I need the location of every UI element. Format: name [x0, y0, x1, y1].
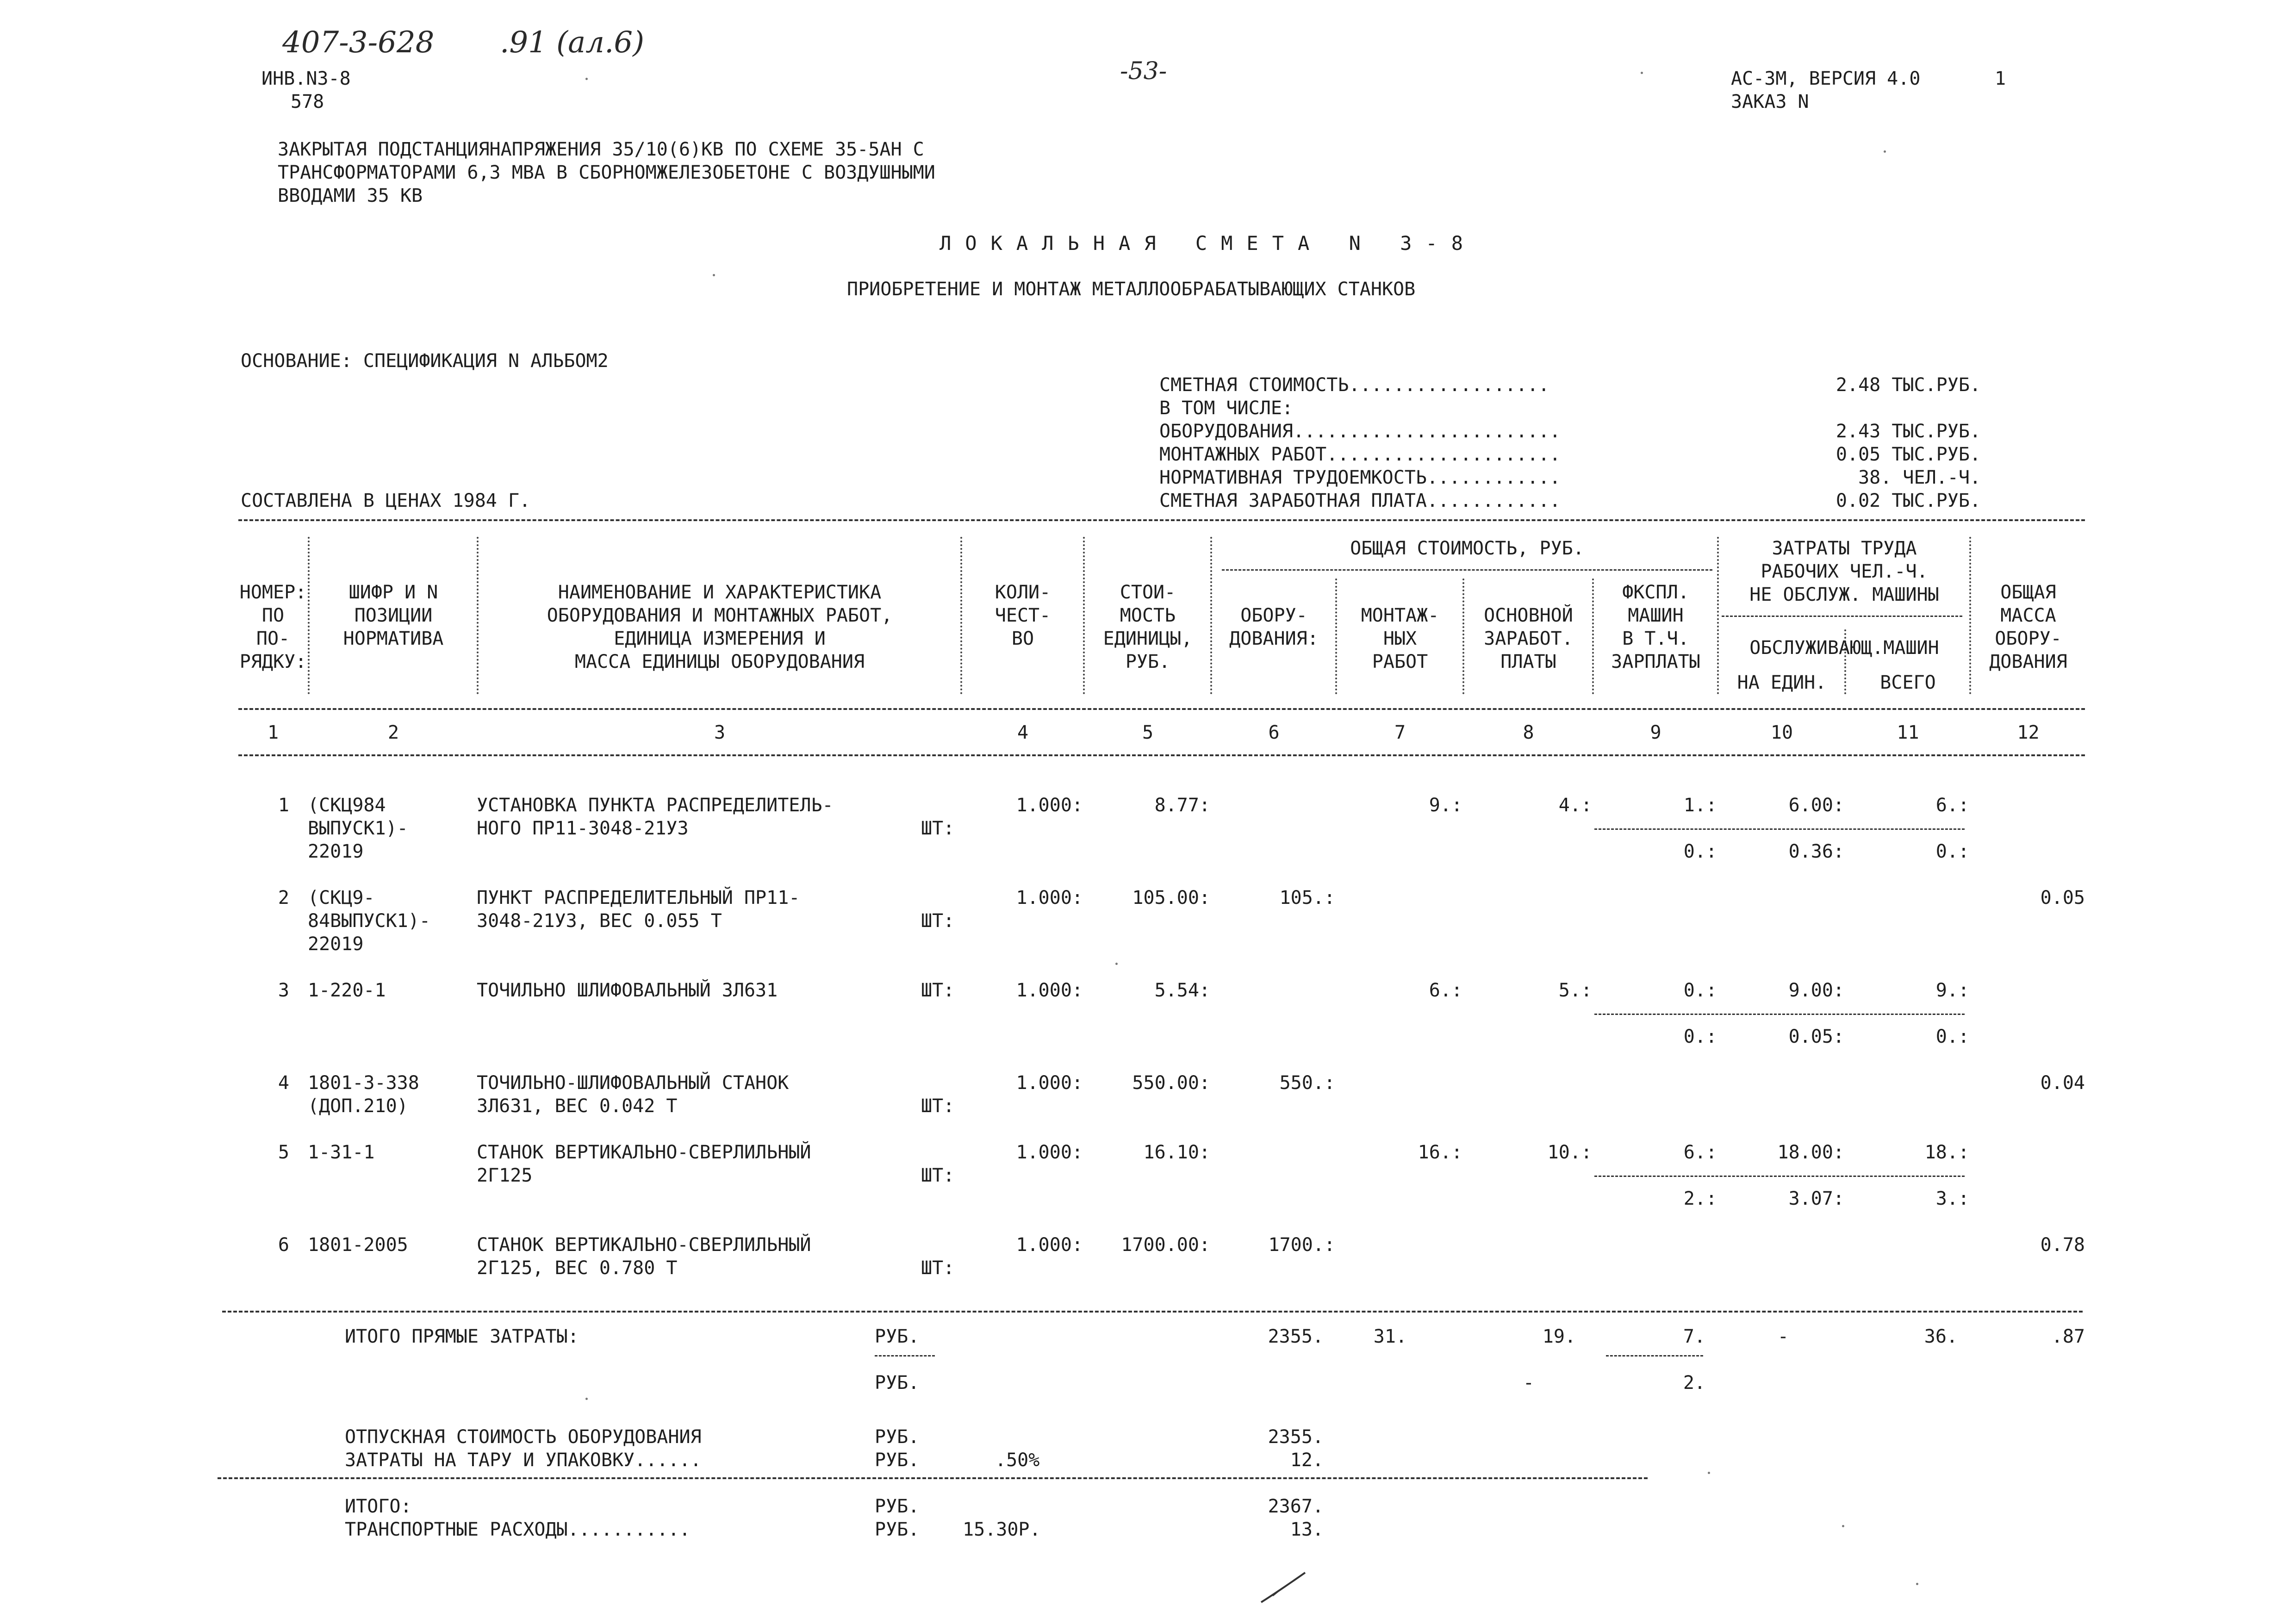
document-subtitle: ПРИОБРЕТЕНИЕ И МОНТАЖ МЕТАЛЛООБРАБАТЫВАЮЩИХ СТАНКОВ — [847, 279, 1416, 300]
row-labor-total: 18.: — [1924, 1142, 1969, 1163]
row-name: СТАНОК ВЕРТИКАЛЬНО-СВЕРЛИЛЬНЫЙ — [477, 1234, 811, 1256]
row-labor-per-unit: 18.00: — [1777, 1142, 1844, 1163]
row-labor-total: 9.: — [1935, 980, 1969, 1001]
column-number: 11 — [1897, 722, 1919, 743]
transport-label: ТРАНСПОРТНЫЕ РАСХОДЫ........... — [345, 1519, 691, 1540]
direct-installation: 31. — [1373, 1326, 1407, 1347]
summary-label: ОБОРУДОВАНИЯ........................ — [1159, 421, 1561, 442]
column-separator — [1462, 579, 1464, 694]
row-equipment: 105.: — [1279, 887, 1335, 908]
basis-text: ОСНОВАНИЕ: СПЕЦИФИКАЦИЯ N АЛЬБОМ2 — [241, 350, 609, 372]
subtotal-label: ИТОГО: — [345, 1496, 412, 1517]
packaging-rate: .50% — [995, 1450, 1040, 1471]
header-code: ШИФР И N ПОЗИЦИИ НОРМАТИВА — [343, 582, 444, 649]
column-number: 1 — [267, 722, 279, 743]
row-number: 3 — [278, 980, 289, 1001]
row-machines-wage: 2.: — [1683, 1188, 1717, 1209]
header-total: ВСЕГО — [1880, 672, 1936, 693]
row-unit: ШТ: — [921, 910, 955, 932]
row-name: НОГО ПР11-3048-21У3 — [477, 818, 689, 839]
row-code: 22019 — [308, 841, 364, 862]
scan-speck — [1708, 1472, 1710, 1474]
header-quantity: КОЛИ- ЧЕСТ- ВО — [995, 582, 1051, 649]
release-cost-label: ОТПУСКНАЯ СТОИМОСТЬ ОБОРУДОВАНИЯ — [345, 1426, 702, 1448]
direct-wages: 19. — [1542, 1326, 1576, 1347]
column-separator — [1717, 537, 1719, 694]
row-name: 3048-21У3, ВЕС 0.055 Т — [477, 910, 722, 932]
header-labor-group: ЗАТРАТЫ ТРУДА РАБОЧИХ ЧЕЛ.-Ч. — [1761, 538, 1928, 582]
header-per-unit: НА ЕДИН. — [1737, 672, 1827, 693]
row-machine-labor-per-unit: 0.36: — [1788, 841, 1844, 862]
row-wages: 5.: — [1558, 980, 1592, 1001]
column-number: 5 — [1142, 722, 1154, 743]
row-code: 1801-2005 — [308, 1234, 408, 1256]
row-number: 2 — [278, 887, 289, 908]
row-code: (ДОП.210) — [308, 1095, 408, 1117]
direct-wages-2: - — [1523, 1372, 1534, 1394]
packaging-unit: РУБ. — [875, 1450, 920, 1471]
subtotal-unit: РУБ. — [875, 1496, 920, 1517]
row-machine-labor-total: 0.: — [1935, 1026, 1969, 1047]
row-number: 5 — [278, 1142, 289, 1163]
row-code: 84ВЫПУСК1)- — [308, 910, 430, 932]
release-cost-value: 2355. — [1268, 1426, 1324, 1448]
scan-speck — [1884, 150, 1886, 153]
summary-label: СМЕТНАЯ ЗАРАБОТНАЯ ПЛАТА............ — [1159, 490, 1561, 511]
summary-label: МОНТАЖНЫХ РАБОТ..................... — [1159, 444, 1561, 465]
row-unit-price: 5.54: — [1154, 980, 1210, 1001]
column-number: 10 — [1770, 722, 1793, 743]
project-line-2: ТРАНСФОРМАТОРАМИ 6,3 МВА В СБОРНОМЖЕЛЕЗОБЕТОНЕ С ВОЗДУШНЫМИ — [278, 162, 935, 183]
summary-label: СМЕТНАЯ СТОИМОСТЬ.................. — [1159, 374, 1549, 396]
row-name: ТОЧИЛЬНО-ШЛИФОВАЛЬНЫЙ СТАНОК — [477, 1072, 789, 1094]
row-code: 1-220-1 — [308, 980, 386, 1001]
row-quantity: 1.000: — [1016, 1072, 1083, 1094]
pen-stroke-mark — [1259, 1569, 1310, 1606]
row-unit: ШТ: — [921, 980, 955, 1001]
header-bottom-rule — [238, 708, 2085, 710]
row-machine-labor-per-unit: 0.05: — [1788, 1026, 1844, 1047]
transport-rate: 15.30Р. — [963, 1519, 1041, 1540]
scan-speck — [1916, 1583, 1918, 1585]
row-name: 2Г125 — [477, 1165, 533, 1186]
row-wages: 4.: — [1558, 795, 1592, 816]
summary-label: НОРМАТИВНАЯ ТРУДОЕМКОСТЬ............ — [1159, 467, 1561, 488]
summary-value: 38. ЧЕЛ.-Ч. — [1858, 467, 1981, 488]
prices-year: СОСТАВЛЕНА В ЦЕНАХ 1984 Г. — [241, 490, 531, 511]
row-unit-price: 16.10: — [1143, 1142, 1210, 1163]
row-mass: 0.04 — [2040, 1072, 2085, 1094]
row-machine-labor-total: 0.: — [1935, 841, 1969, 862]
column-number: 8 — [1523, 722, 1534, 743]
column-separator — [1083, 537, 1085, 694]
packaging-value: 12. — [1290, 1450, 1324, 1471]
row-code: (СКЦ9- — [308, 887, 375, 908]
row-name: 3Л631, ВЕС 0.042 Т — [477, 1095, 678, 1117]
row-labor-per-unit: 6.00: — [1788, 795, 1844, 816]
inventory-number: 578 — [291, 91, 324, 112]
row-code: ВЫПУСК1)- — [308, 818, 408, 839]
column-separator — [1592, 579, 1594, 694]
column-number: 7 — [1394, 722, 1406, 743]
column-number: 9 — [1650, 722, 1661, 743]
column-number: 6 — [1268, 722, 1280, 743]
column-separator — [308, 537, 310, 694]
handwritten-sheet: .91 (ал.6) — [500, 25, 645, 60]
row-unit: ШТ: — [921, 818, 955, 839]
row-equipment: 550.: — [1279, 1072, 1335, 1094]
column-number: 2 — [387, 722, 399, 743]
direct-machines-wage: 2. — [1683, 1372, 1705, 1394]
row-machine-labor-total: 3.: — [1935, 1188, 1969, 1209]
column-number: 12 — [2017, 722, 2040, 743]
row-name: СТАНОК ВЕРТИКАЛЬНО-СВЕРЛИЛЬНЫЙ — [477, 1142, 811, 1163]
header-equipment: ОБОРУ- ДОВАНИЯ: — [1229, 605, 1319, 649]
column-number: 4 — [1017, 722, 1029, 743]
summary-value: 0.05 ТЫС.РУБ. — [1836, 444, 1981, 465]
row-mass: 0.78 — [2040, 1234, 2085, 1256]
summary-label: В ТОМ ЧИСЛЕ: — [1159, 398, 1293, 419]
row-quantity: 1.000: — [1016, 887, 1083, 908]
total-group-rule — [1222, 569, 1712, 571]
release-cost-unit: РУБ. — [875, 1426, 920, 1448]
row-installation: 9.: — [1429, 795, 1462, 816]
packaging-label: ЗАТРАТЫ НА ТАРУ И УПАКОВКУ...... — [345, 1450, 702, 1471]
summary-value: 0.02 ТЫС.РУБ. — [1836, 490, 1981, 511]
row-code: 1801-3-338 — [308, 1072, 419, 1094]
header-row-number: НОМЕР: ПО ПО- РЯДКУ: — [239, 582, 307, 672]
inventory-label: ИНВ.N3-8 — [261, 68, 351, 89]
page-number: -53- — [1120, 57, 1167, 85]
scan-speck — [1115, 963, 1118, 965]
order-label: ЗАКАЗ N — [1731, 91, 1809, 112]
row-sub-rule — [1594, 1014, 1965, 1015]
row-equipment: 1700.: — [1268, 1234, 1335, 1256]
document-title: ЛОКАЛЬНАЯ СМЕТА N 3-8 — [940, 232, 1477, 255]
direct-costs-label: ИТОГО ПРЯМЫЕ ЗАТРАТЫ: — [345, 1326, 579, 1347]
unit-underline — [875, 1355, 935, 1356]
subtotal-rule — [218, 1477, 1648, 1479]
subtotal-value: 2367. — [1268, 1496, 1324, 1517]
header-mass: ОБЩАЯ МАССА ОБОРУ- ДОВАНИЯ — [1989, 582, 2067, 672]
header-not-machine: НЕ ОБСЛУЖ. МАШИНЫ — [1749, 584, 1939, 605]
row-number: 4 — [278, 1072, 289, 1094]
column-separator — [960, 537, 962, 694]
program-page: 1 — [1995, 68, 2006, 89]
row-installation: 16.: — [1418, 1142, 1462, 1163]
row-name: ПУНКТ РАСПРЕДЕЛИТЕЛЬНЫЙ ПР11- — [477, 887, 800, 908]
machines-underline — [1606, 1355, 1703, 1356]
header-total-group: ОБЩАЯ СТОИМОСТЬ, РУБ. — [1350, 538, 1584, 559]
column-separator — [1335, 579, 1337, 694]
project-line-1: ЗАКРЫТАЯ ПОДСТАНЦИЯНАПРЯЖЕНИЯ 35/10(6)КВ ПО СХЕМЕ 35-5АН С — [278, 139, 924, 160]
labor-group-rule — [1722, 616, 1962, 617]
row-unit: ШТ: — [921, 1165, 955, 1186]
scan-speck — [585, 1398, 588, 1400]
direct-machines: 7. — [1683, 1326, 1705, 1347]
header-name: НАИМЕНОВАНИЕ И ХАРАКТЕРИСТИКА ОБОРУДОВАНИЯ И МОНТАЖНЫХ РАБОТ, ЕДИНИЦА ИЗМЕРЕНИЯ И МАССА ЕДИНИЦЫ ОБОРУДОВАНИЯ — [547, 582, 893, 672]
row-unit-price: 105.00: — [1132, 887, 1210, 908]
row-mass: 0.05 — [2040, 887, 2085, 908]
row-labor-per-unit: 9.00: — [1788, 980, 1844, 1001]
header-machines: ФКСПЛ. МАШИН В Т.Ч. ЗАРПЛАТЫ — [1611, 582, 1700, 672]
row-machines-wage: 0.: — [1683, 1026, 1717, 1047]
direct-labor-total: 36. — [1924, 1326, 1958, 1347]
scan-speck — [1842, 1525, 1844, 1527]
scan-speck — [585, 78, 588, 80]
row-code: 22019 — [308, 933, 364, 955]
column-separator — [1210, 537, 1212, 694]
program-version: АС-3М, ВЕРСИЯ 4.0 — [1731, 68, 1921, 89]
row-unit-price: 1700.00: — [1121, 1234, 1210, 1256]
column-separator — [477, 537, 479, 694]
row-machines: 1.: — [1683, 795, 1717, 816]
row-number: 1 — [278, 795, 289, 816]
direct-mass: .87 — [2051, 1326, 2085, 1347]
handwritten-code: 407-3-628 — [282, 25, 435, 60]
direct-costs-unit: РУБ. — [875, 1326, 920, 1347]
row-machines-wage: 0.: — [1683, 841, 1717, 862]
row-labor-total: 6.: — [1935, 795, 1969, 816]
row-unit: ШТ: — [921, 1257, 955, 1279]
row-machines: 0.: — [1683, 980, 1717, 1001]
row-unit-price: 8.77: — [1154, 795, 1210, 816]
header-wages: ОСНОВНОЙ ЗАРАБОТ. ПЛАТЫ — [1484, 605, 1573, 672]
row-quantity: 1.000: — [1016, 1142, 1083, 1163]
column-separator — [1969, 537, 1971, 694]
row-unit-price: 550.00: — [1132, 1072, 1210, 1094]
summary-value: 2.43 ТЫС.РУБ. — [1836, 421, 1981, 442]
totals-top-rule — [222, 1311, 2083, 1313]
row-quantity: 1.000: — [1016, 795, 1083, 816]
row-unit: ШТ: — [921, 1095, 955, 1117]
header-unit-price: СТОИ- МОСТЬ ЕДИНИЦЫ, РУБ. — [1103, 582, 1193, 672]
header-installation: МОНТАЖ- НЫХ РАБОТ — [1361, 605, 1439, 672]
summary-value: 2.48 ТЫС.РУБ. — [1836, 374, 1981, 396]
scan-speck — [713, 274, 715, 276]
row-sub-rule — [1594, 828, 1965, 830]
project-line-3: ВВОДАМИ 35 КВ — [278, 185, 423, 206]
direct-costs-unit-2: РУБ. — [875, 1372, 920, 1394]
column-numbers-rule — [238, 754, 2085, 756]
row-name: ТОЧИЛЬНО ШЛИФОВАЛЬНЫЙ 3Л631 — [477, 980, 778, 1001]
row-quantity: 1.000: — [1016, 1234, 1083, 1256]
row-code: (СКЦ984 — [308, 795, 386, 816]
direct-labor-per-unit: - — [1777, 1326, 1789, 1347]
header-machine-service: ОБСЛУЖИВАЮЩ.МАШИН — [1749, 637, 1939, 659]
row-sub-rule — [1594, 1176, 1965, 1177]
transport-unit: РУБ. — [875, 1519, 920, 1540]
row-machines: 6.: — [1683, 1142, 1717, 1163]
direct-equipment: 2355. — [1268, 1326, 1324, 1347]
row-machine-labor-per-unit: 3.07: — [1788, 1188, 1844, 1209]
row-name: 2Г125, ВЕС 0.780 Т — [477, 1257, 678, 1279]
row-installation: 6.: — [1429, 980, 1462, 1001]
column-number: 3 — [714, 722, 726, 743]
scan-speck — [1641, 72, 1643, 74]
row-wages: 10.: — [1547, 1142, 1592, 1163]
row-name: УСТАНОВКА ПУНКТА РАСПРЕДЕЛИТЕЛЬ- — [477, 795, 834, 816]
transport-value: 13. — [1290, 1519, 1324, 1540]
row-quantity: 1.000: — [1016, 980, 1083, 1001]
row-number: 6 — [278, 1234, 289, 1256]
row-code: 1-31-1 — [308, 1142, 375, 1163]
table-top-rule — [238, 519, 2085, 521]
